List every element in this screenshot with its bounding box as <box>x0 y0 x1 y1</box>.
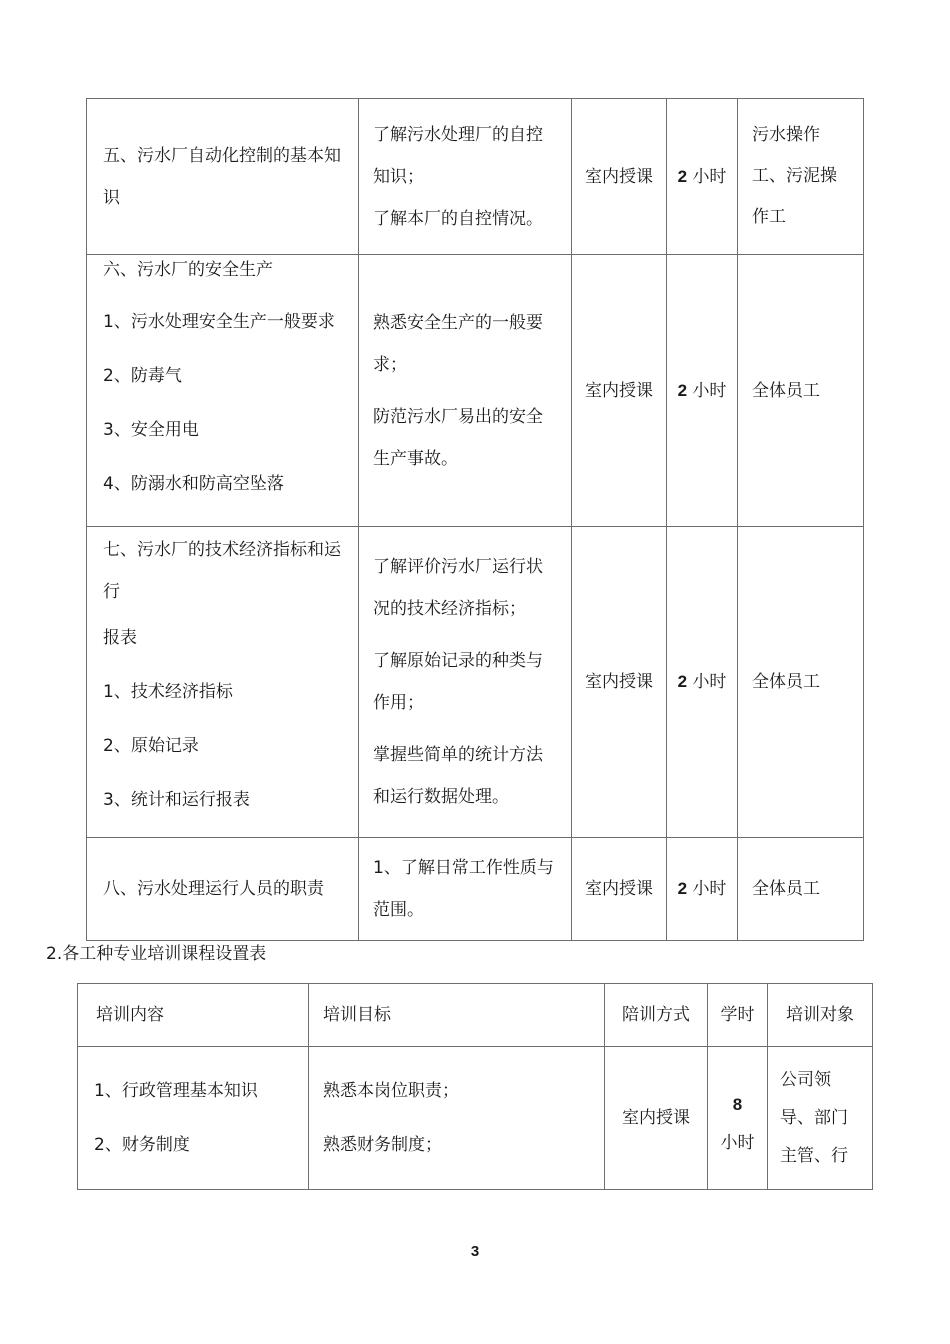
content-text: 五、污水厂自动化控制的基本知识 <box>103 145 341 208</box>
section-title: 2.各工种专业培训课程设置表 <box>46 944 267 964</box>
page-number: 3 <box>470 1243 480 1260</box>
table-row <box>87 255 864 527</box>
hours-number: 2 <box>677 879 688 898</box>
table-row <box>78 1047 873 1190</box>
goal-text: 熟悉本岗位职责； <box>323 1081 459 1101</box>
hours-unit: 小时 <box>692 166 727 187</box>
hours-cell <box>667 838 738 941</box>
target-cell <box>738 838 864 941</box>
table-row <box>87 99 864 255</box>
goal-cell <box>359 255 572 527</box>
content-text: 2、原始记录 <box>103 736 199 756</box>
content-text: 2、财务制度 <box>94 1135 190 1155</box>
goal-text: 了解污水处理厂的自控知识； <box>373 124 543 187</box>
goal-text: 了解评价污水厂运行状况的技术经济指标； <box>373 557 543 619</box>
content-cell <box>87 838 359 941</box>
method-cell: 室内授课 <box>572 99 667 255</box>
target-text: 全体员工 <box>752 672 820 692</box>
goal-text: 熟悉安全生产的一般要求； <box>373 312 543 375</box>
content-text: 八、污水处理运行人员的职责 <box>103 879 324 899</box>
content-text: 3、安全用电 <box>103 420 199 440</box>
goal-cell <box>359 527 572 838</box>
target-text: 公司领导、部门主管、行 <box>780 1070 848 1166</box>
header-cell: 培训目标 <box>309 984 605 1047</box>
hours-number: 8 <box>732 1095 743 1114</box>
method-cell: 室内授课 <box>572 527 667 838</box>
target-cell <box>738 255 864 527</box>
content-text: 报表 <box>103 628 137 648</box>
target-cell <box>738 527 864 838</box>
content-text: 1、技术经济指标 <box>103 682 233 702</box>
hours-unit: 小时 <box>720 1133 755 1153</box>
hours-cell <box>708 1047 768 1190</box>
goal-text: 了解原始记录的种类与作用； <box>373 651 543 713</box>
goal-text: 了解本厂的自控情况。 <box>373 208 543 229</box>
hours-cell <box>667 99 738 255</box>
hours-unit: 小时 <box>692 380 727 401</box>
hours-cell <box>667 255 738 527</box>
header-cell: 培训对象 <box>768 984 873 1047</box>
content-text: 4、防溺水和防高空坠落 <box>103 474 284 494</box>
method-cell: 室内授课 <box>572 838 667 941</box>
content-cell <box>78 1047 309 1190</box>
goal-text: 1、了解日常工作性质与范围。 <box>373 858 554 920</box>
goal-cell <box>359 838 572 941</box>
target-cell <box>738 99 864 255</box>
hours-unit: 小时 <box>692 672 727 692</box>
target-text: 污水操作工、污泥操作工 <box>752 125 837 227</box>
goal-cell <box>309 1047 605 1190</box>
table-header-row <box>78 984 873 1047</box>
table-row <box>87 527 864 838</box>
target-cell <box>768 1047 873 1190</box>
hours-unit: 小时 <box>692 879 727 899</box>
content-text: 1、行政管理基本知识 <box>94 1081 258 1101</box>
hours-number: 2 <box>677 380 688 400</box>
method-cell: 室内授课 <box>605 1047 708 1190</box>
goal-text: 防范污水厂易出的安全生产事故。 <box>373 406 543 469</box>
method-cell: 室内授课 <box>572 255 667 527</box>
content-text: 1、污水处理安全生产一般要求 <box>103 312 335 332</box>
header-cell: 陪训方式 <box>605 984 708 1047</box>
content-cell <box>87 255 359 527</box>
target-text: 全体员工 <box>752 380 820 401</box>
content-text: 3、统计和运行报表 <box>103 790 250 810</box>
hours-number: 2 <box>677 166 688 186</box>
hours-cell <box>667 527 738 838</box>
content-cell <box>87 99 359 255</box>
content-text: 七、污水厂的技术经济指标和运行 <box>103 540 341 602</box>
course-table-general <box>86 98 864 941</box>
target-text: 全体员工 <box>752 879 820 899</box>
goal-text: 熟悉财务制度； <box>323 1135 442 1155</box>
header-cell: 学时 <box>708 984 768 1047</box>
content-text: 六、污水厂的安全生产 <box>103 260 273 280</box>
header-cell: 培训内容 <box>78 984 309 1047</box>
goal-text: 掌握些简单的统计方法和运行数据处理。 <box>373 745 543 807</box>
goal-cell <box>359 99 572 255</box>
table-row <box>87 838 864 941</box>
content-text: 2、防毒气 <box>103 366 182 386</box>
course-table-specialized <box>77 983 873 1190</box>
hours-number: 2 <box>677 672 688 691</box>
content-cell <box>87 527 359 838</box>
